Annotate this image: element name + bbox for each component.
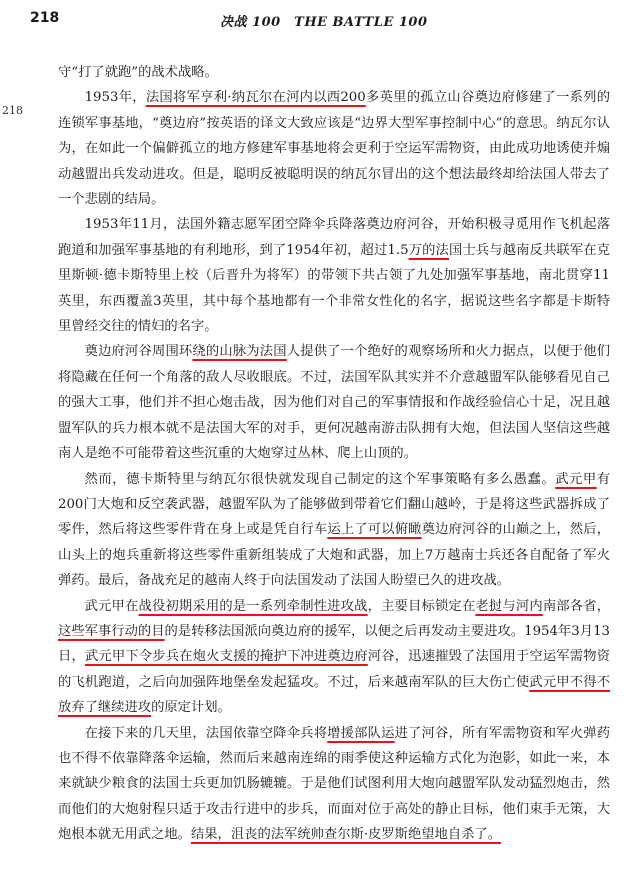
paragraph xyxy=(58,339,610,466)
underlined-text: 结果，沮丧的法军统帅查尔斯·皮罗斯绝望地自杀了。 xyxy=(190,827,502,843)
text-segment: 河谷，迅速摧毁了法国用于空运军需物资的飞机跑道，之后向加强阵地堡垒发起猛攻。不过，后来越南军队的巨大伤亡使 xyxy=(58,649,611,690)
text-segment: 的原定计划。 xyxy=(151,700,231,716)
underlined-text: 绕的山脉为法国 xyxy=(192,344,287,360)
body-text xyxy=(58,60,610,848)
text-segment: 有200门大炮和反空袭武器，越盟军队为了能够做到带着它们翻山越岭，于是将这些武器拆成了零件，然后将这些零件背在身上或是凭自行车 xyxy=(58,471,611,538)
paragraph xyxy=(58,721,610,848)
underlined-text: 万的法 xyxy=(408,242,449,258)
underlined-text: 老挝与河内 xyxy=(475,598,543,614)
text-segment: 的是转移法国派向奠边府的援军，以便之后再发动主要进攻。1954年3月13日， xyxy=(58,623,611,665)
running-head: 决战 100 THE BATTLE 100 xyxy=(220,15,428,30)
underlined-text: 这些军事行动的目 xyxy=(58,623,165,639)
text-segment: 1953年11月，法国外籍志愿军团空降伞兵降落奠边府河谷，开始积极寻觅用作飞机起落跑道和加强军事基地的有利地形，到了1954年初，超过1.5 xyxy=(58,217,610,258)
text-segment: 奠边府河谷的山巅之上，然后，山头上的炮兵重新将这些零件重新组装成了大炮和武器，加上7万越南士兵还各自配备了军火弹药。最后，备战充足的越南人终于向法国发动了法国人盼望已久的进攻战。 xyxy=(58,522,611,589)
text-segment: 1953年， xyxy=(84,90,146,106)
text-segment: 进了河谷，所有军需物资和军火弹药也不得不依靠降落伞运输，然而后来越南连绵的雨季使这种运输方式化为泡影，如此一来，本来就缺少粮食的法国士兵更加饥肠辘辘。于是他们试图利用大炮向越盟军队发动猛烈炮击，然而他们的大炮射程只适于攻击行进中的步兵，而面对位于高处的静止目标，他们束手无策，大炮根本就无用武之地。 xyxy=(58,725,611,843)
underlined-text: 武元甲下令步兵在炮火支援的掩护下冲进奠边府 xyxy=(84,649,368,665)
text-segment: 人提供了一个绝好的观察场所和火力据点，以便于他们将隐藏在任何一个角落的敌人尽收眼底。不过，法国军队其实并不介意越盟军队能够看见自己的强大工事，他们并不担心炮击战，因为他们对自己的军事情报和作战经验信心十足，况且越盟军队的兵力根本就不是法国大军的对手，更何况越南游击队拥有大炮，但法国人坚信这些越南人是绝不可能带着这些沉重的大炮穿过丛林、爬上山顶的。 xyxy=(58,344,611,462)
paragraph xyxy=(58,594,610,721)
text-segment: 多英里的孤立山谷奠边府修建了一系列的连锁军事基地，“奠边府”按英语的译文大致应该是“边界大型军事控制中心”的意思。纳瓦尔认为，在如此一个偏僻孤立的地方修建军事基地将会更利于空运军需物资，由此成功地诱使并煽动越盟出兵发动进攻。但是，聪明反被聪明误的纳瓦尔冒出的这个想法最终却给法国人带去了一个悲剧的结局。 xyxy=(58,90,611,208)
text-segment: 国士兵与越南反共联军在克里斯顿·德卡斯特里上校（后晋升为将军）的带领下共占领了九处加强军事基地，南北贯穿11英里，东西覆盖3英里，其中每个基地都有一个非常女性化的名字，据说这些名字都是卡斯特里曾经交往的情妇的名字。 xyxy=(58,242,610,335)
underlined-text: 战役初期采用的是一系列牵制性进攻战 xyxy=(138,598,368,614)
underlined-text: 武元甲不得不放弃了继续进攻 xyxy=(58,674,611,716)
underlined-text: 运上了可以俯瞰 xyxy=(327,522,422,538)
underlined-text: 法国将军亨利·纳瓦尔在河内以西200 xyxy=(145,90,366,106)
text-segment: 在接下来的几天里，法国依靠空降伞兵将 xyxy=(84,725,328,741)
paragraph xyxy=(58,467,610,594)
text-segment: 然而，德卡斯特里与纳瓦尔很快就发现自己制定的这个军事策略有多么愚蠢。 xyxy=(84,471,556,487)
text-segment: 南部各省， xyxy=(542,598,611,614)
text-segment: 奠边府河谷周围环 xyxy=(84,344,193,360)
paragraph xyxy=(58,212,610,339)
paragraph xyxy=(58,85,610,212)
underlined-text: 武元甲 xyxy=(555,471,597,487)
text-segment: ，主要目标锁定在 xyxy=(367,598,476,614)
text-segment: 守“打了就跑”的战术战略。 xyxy=(58,65,218,80)
paragraph xyxy=(58,60,610,85)
margin-page-number: 218 xyxy=(2,104,23,117)
underlined-text: 增援部队运 xyxy=(327,725,395,741)
page-number: 218 xyxy=(30,10,60,26)
text-segment: 武元甲在 xyxy=(84,598,139,614)
